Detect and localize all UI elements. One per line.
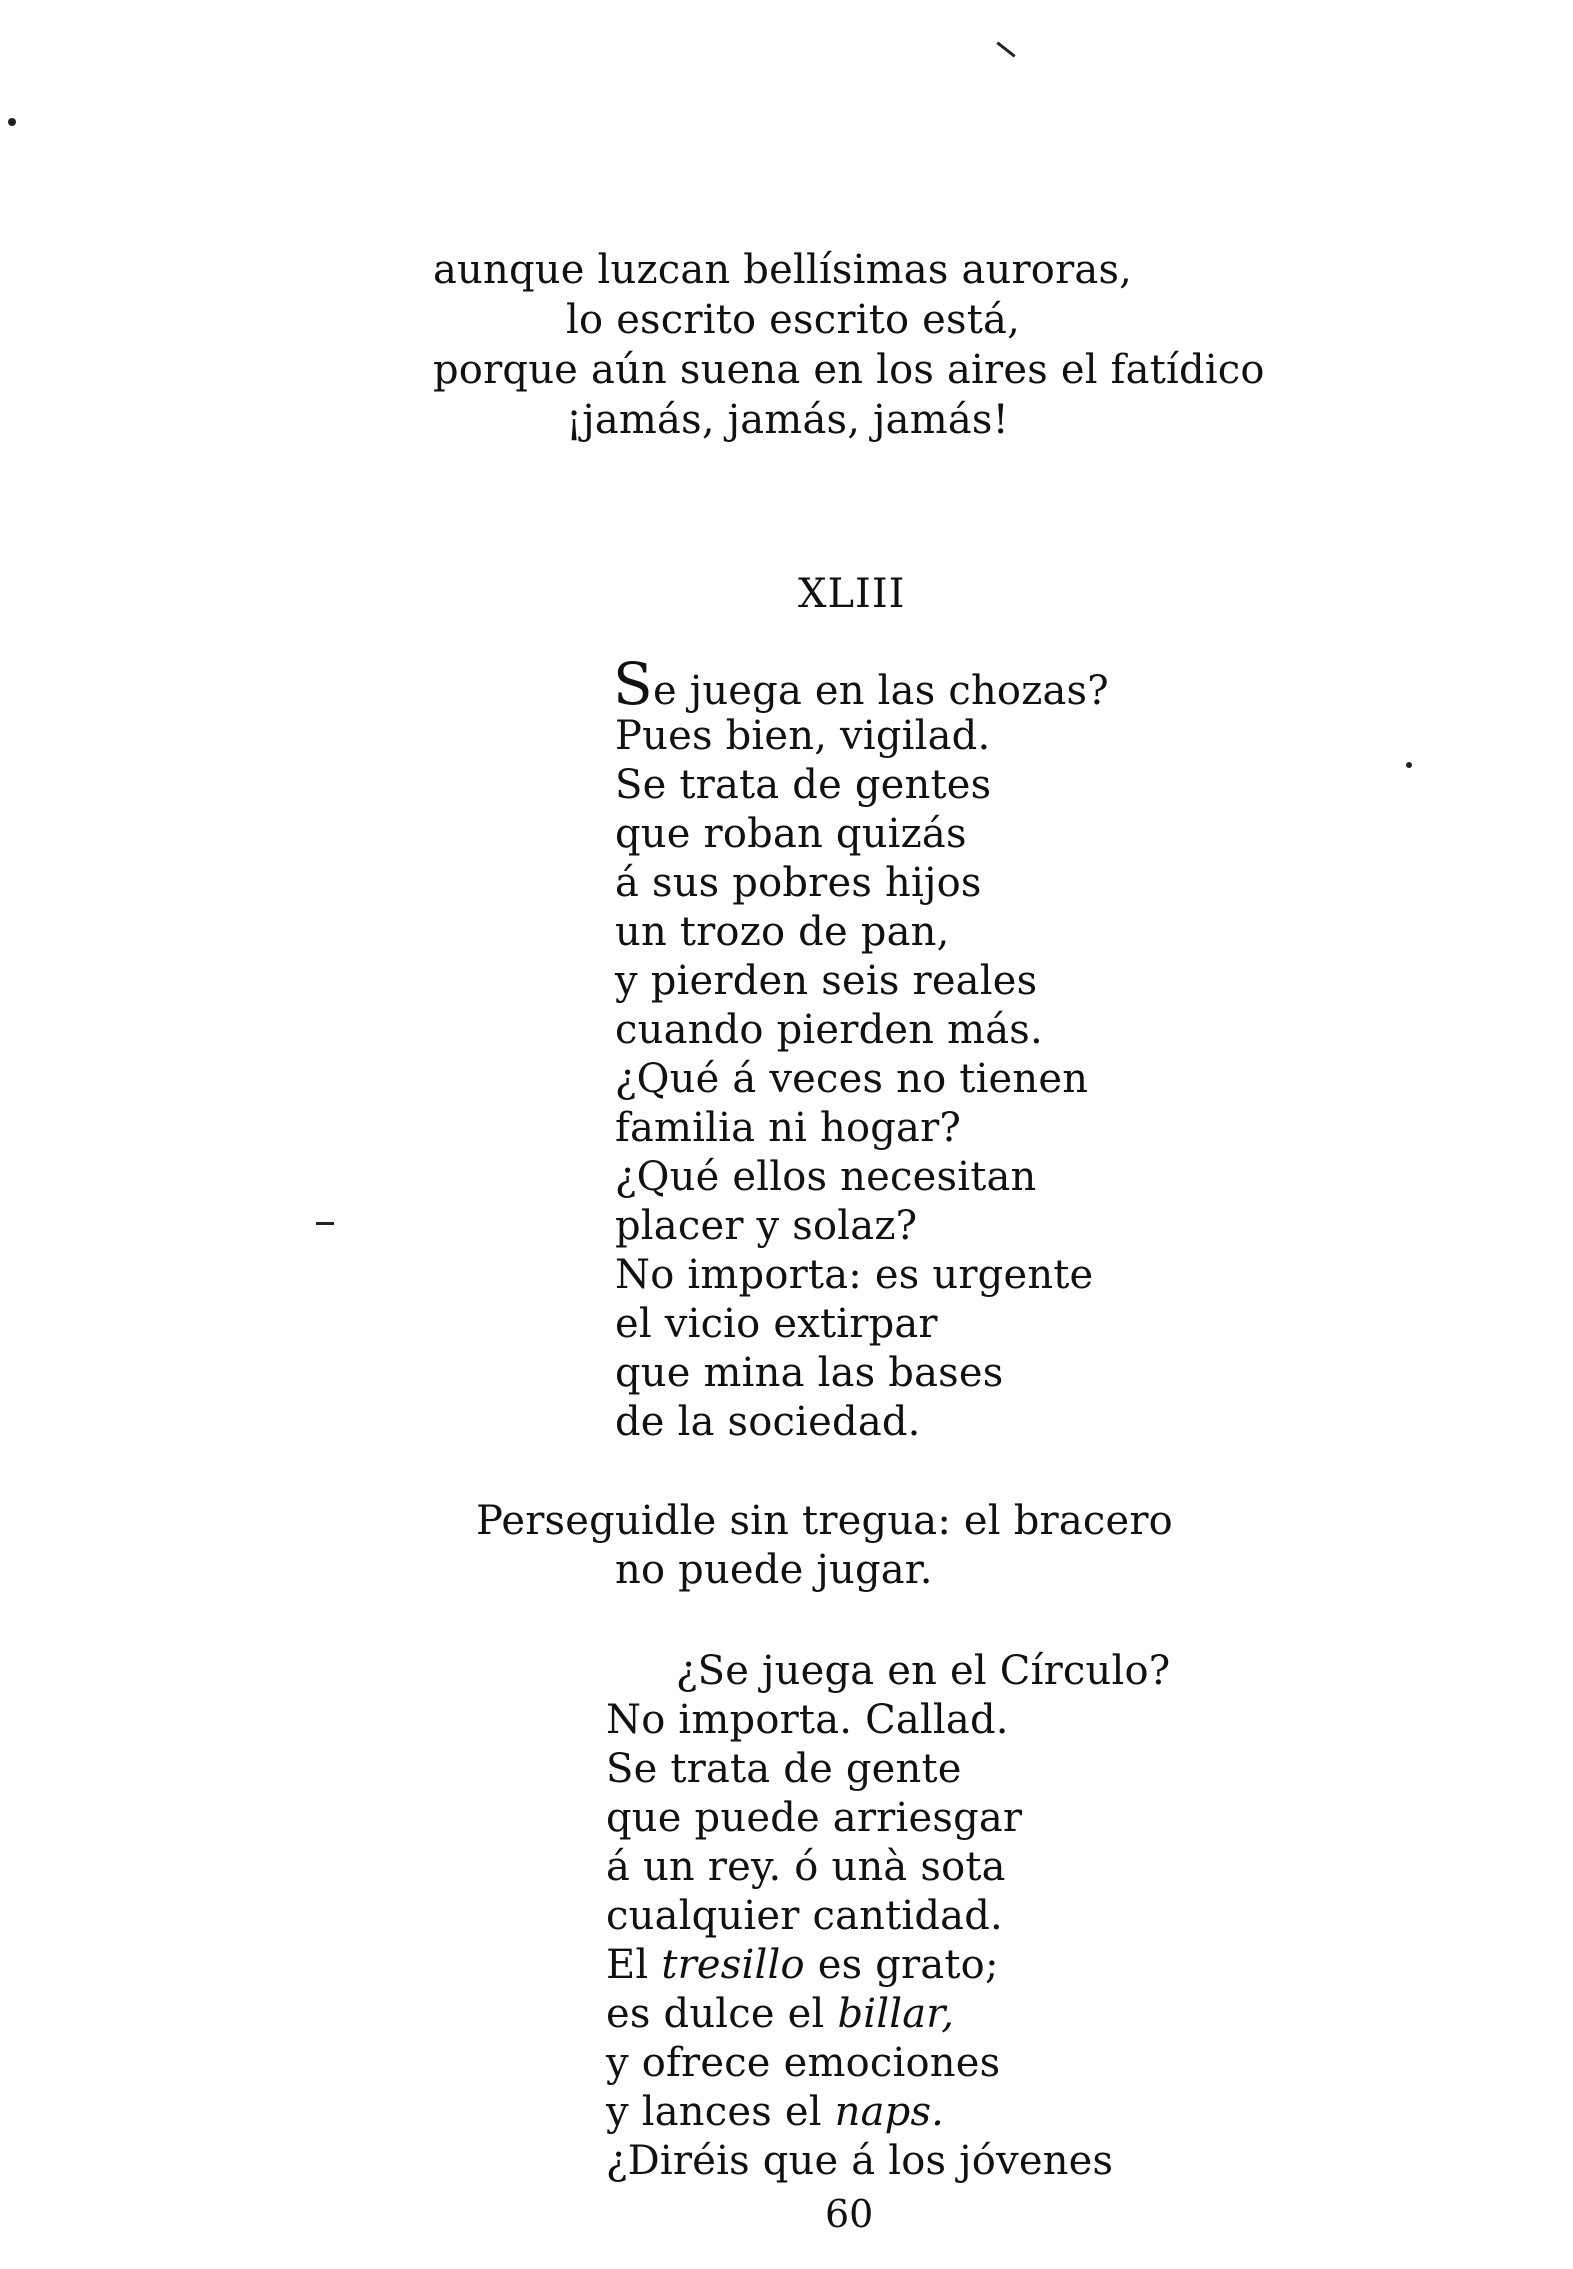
- stanza-two-emociones-line: y ofrece emociones: [606, 2040, 1001, 2086]
- stanza-one-first-line: [613, 650, 1109, 718]
- stanza-one-line: el vicio extirpar: [615, 1301, 938, 1347]
- tresillo-pre: El: [606, 1942, 662, 1988]
- tresillo-post: es grato;: [804, 1942, 999, 1988]
- intro-line-3: porque aún suena en los aires el fatídico: [433, 347, 1265, 393]
- section-title: XLIII: [798, 571, 906, 617]
- stanza-one-line: ¿Qué ellos necesitan: [615, 1154, 1037, 1200]
- stanza-two-first-line: ¿Se juega en el Círculo?: [676, 1648, 1171, 1694]
- stanza-one-outdented-line: Perseguidle sin tregua: el bracero: [476, 1498, 1173, 1544]
- stanza-one-closing-line: no puede jugar.: [615, 1547, 933, 1593]
- stanza-two-line: No importa. Callad.: [606, 1697, 1009, 1743]
- stanza-one-line: Pues bien, vigilad.: [615, 713, 991, 759]
- scan-mark-top: [996, 42, 1015, 58]
- stanza-two-line: que puede arriesgar: [606, 1795, 1023, 1841]
- stanza-one-line: cuando pierden más.: [615, 1007, 1043, 1053]
- scan-speck-left: [8, 118, 16, 126]
- stanza-two-line: cualquier cantidad.: [606, 1893, 1003, 1939]
- stanza-one-line: familia ni hogar?: [615, 1105, 962, 1151]
- scan-speck-right: [1406, 762, 1412, 768]
- naps-italic: naps.: [834, 2089, 945, 2135]
- stanza-one-line: placer y solaz?: [615, 1203, 918, 1249]
- stanza-one-line: que roban quizás: [615, 811, 967, 857]
- drop-cap: S: [613, 650, 653, 718]
- stanza-one-line: de la sociedad.: [615, 1399, 921, 1445]
- stanza-two-naps-line: [606, 2088, 944, 2137]
- tresillo-italic: tresillo: [661, 1942, 805, 1988]
- page-number: 60: [825, 2192, 874, 2236]
- stanza-two-billar-line: [606, 1990, 954, 2039]
- stanza-two-tresillo-line: [606, 1941, 999, 1990]
- stanza-one-line: un trozo de pan,: [615, 909, 950, 955]
- stanza-two-last-line: ¿Diréis que á los jóvenes: [606, 2138, 1114, 2184]
- stanza-one-line: No importa: es urgente: [615, 1252, 1094, 1298]
- stanza-one-line: á sus pobres hijos: [615, 860, 982, 906]
- stanza-two-line: Se trata de gente: [606, 1746, 962, 1792]
- stanza-one-line: y pierden seis reales: [615, 958, 1038, 1004]
- billar-italic: billar,: [837, 1991, 955, 2037]
- stanza-one-line: que mina las bases: [615, 1350, 1004, 1396]
- scan-dash-left: [316, 1222, 334, 1225]
- intro-line-4: ¡jamás, jamás, jamás!: [566, 397, 1009, 443]
- stanza-two-line: á un rey. ó unà sota: [606, 1844, 1006, 1890]
- naps-pre: y lances el: [606, 2089, 835, 2135]
- intro-line-1: aunque luzcan bellísimas auroras,: [433, 247, 1133, 293]
- stanza-one-line: Se trata de gentes: [615, 762, 992, 808]
- intro-line-2: lo escrito escrito está,: [566, 297, 1020, 343]
- stanza-one-line: ¿Qué á veces no tienen: [615, 1056, 1089, 1102]
- billar-pre: es dulce el: [606, 1991, 838, 2037]
- first-line-rest: e juega en las chozas?: [652, 668, 1109, 714]
